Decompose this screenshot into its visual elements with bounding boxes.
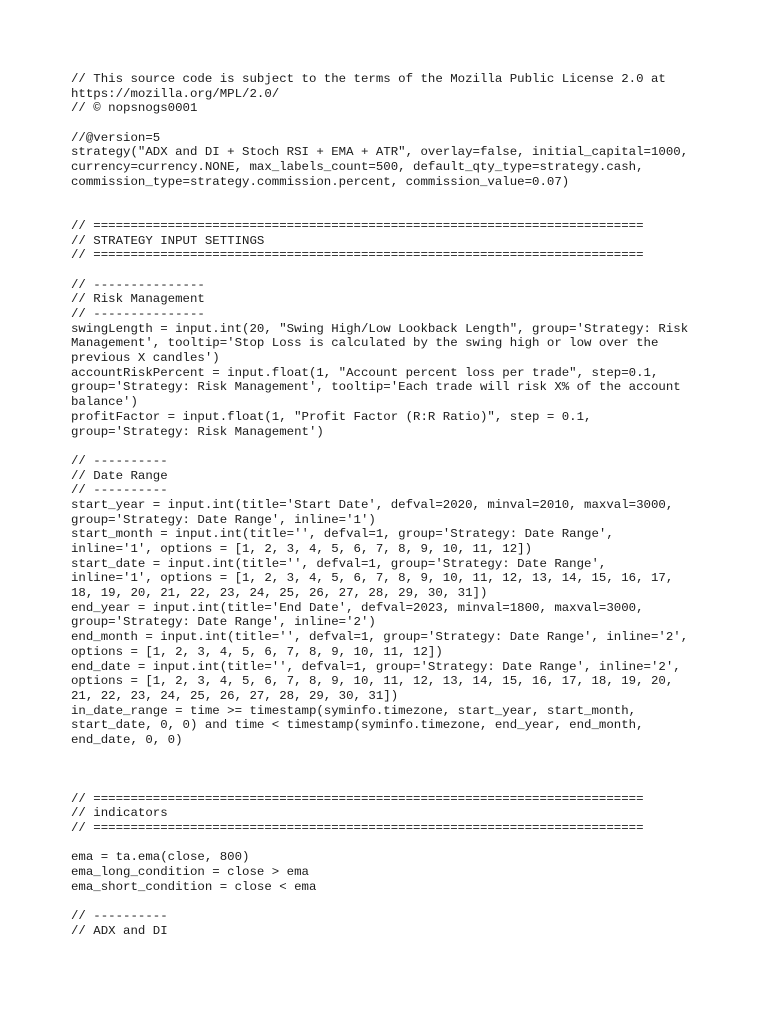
code-line: inline='1', options = [1, 2, 3, 4, 5, 6, 7, 8, 9, 10, 11, 12]) [71, 542, 533, 556]
code-line [71, 762, 751, 777]
code-line: group='Strategy: Date Range', inline='2') [71, 615, 376, 630]
code-line: 18, 19, 20, 21, 22, 23, 24, 25, 26, 27, 28, 29, 30, 31]) [71, 586, 488, 601]
code-line: strategy("ADX and DI + Stoch RSI + EMA + ATR", overlay=false, initial_capital=1000, [71, 145, 689, 160]
code-line: start_date, 0, 0) and time < timestamp(syminfo.timezone, end_year, end_month, [71, 718, 644, 733]
code-line: currency=currency.NONE, max_labels_count=500, default_qty_type=strategy.cash, [71, 160, 644, 175]
code-line: // Date Range [71, 468, 168, 483]
code-line [71, 204, 751, 219]
source-code-block [71, 72, 751, 939]
code-line: // --------------- [71, 307, 205, 321]
code-line: // ---------- [71, 453, 168, 468]
code-line: 21, 22, 23, 24, 25, 26, 27, 28, 29, 30, 31]) [71, 688, 399, 703]
code-line: Management', tooltip='Stop Loss is calculated by the swing high or low over the [71, 336, 659, 351]
code-line: // ========================================================================== [71, 791, 644, 806]
code-line: start_month = input.int(title='', defval=1, group='Strategy: Date Range', [71, 527, 614, 542]
code-line [71, 836, 751, 851]
code-line: inline='1', options = [1, 2, 3, 4, 5, 6, 7, 8, 9, 10, 11, 12, 13, 14, 15, 16, 17, [71, 571, 674, 586]
code-line: //@version=5 [71, 130, 161, 145]
code-line: options = [1, 2, 3, 4, 5, 6, 7, 8, 9, 10, 11, 12, 13, 14, 15, 16, 17, 18, 19, 20, [71, 674, 674, 689]
code-line: balance') [71, 395, 138, 410]
code-line: group='Strategy: Risk Management', tooltip='Each trade will risk X% of the account [71, 380, 681, 395]
code-line [71, 895, 751, 910]
code-line: swingLength = input.int(20, "Swing High/Low Lookback Length", group='Strategy: Risk [71, 321, 689, 336]
code-line [71, 748, 751, 763]
code-line: // This source code is subject to the terms of the Mozilla Public License 2.0 at [71, 72, 666, 86]
code-line [71, 263, 751, 278]
code-line: in_date_range = time >= timestamp(syminfo.timezone, start_year, start_month, [71, 703, 637, 718]
code-line [71, 190, 751, 205]
code-line [71, 439, 751, 454]
code-line: // ========================================================================== [71, 821, 644, 836]
code-line: // indicators [71, 806, 168, 821]
code-line: accountRiskPercent = input.float(1, "Account percent loss per trade", step=0.1, [71, 365, 659, 380]
code-line: end_date, 0, 0) [71, 732, 183, 747]
code-line: // © nopsnogs0001 [71, 101, 198, 116]
code-line: // Risk Management [71, 292, 205, 307]
code-line: ema = ta.ema(close, 800) [71, 850, 250, 865]
code-line: // ========================================================================== [71, 218, 644, 233]
code-line: options = [1, 2, 3, 4, 5, 6, 7, 8, 9, 10, 11, 12]) [71, 644, 443, 659]
code-line: // --------------- [71, 277, 205, 292]
code-line: // ---------- [71, 909, 168, 924]
code-line [71, 116, 751, 131]
code-line: https://mozilla.org/MPL/2.0/ [71, 86, 280, 101]
code-line: start_year = input.int(title='Start Date', defval=2020, minval=2010, maxval=3000, [71, 497, 674, 512]
code-line: commission_type=strategy.commission.percent, commission_value=0.07) [71, 174, 570, 189]
code-line: start_date = input.int(title='', defval=1, group='Strategy: Date Range', [71, 556, 607, 571]
code-line: // ADX and DI [71, 923, 168, 938]
code-line: group='Strategy: Risk Management') [71, 424, 324, 439]
code-line: // STRATEGY INPUT SETTINGS [71, 233, 265, 248]
code-line: end_month = input.int(title='', defval=1, group='Strategy: Date Range', inline='2', [71, 630, 689, 645]
code-line: // ---------- [71, 483, 168, 498]
code-line [71, 777, 751, 792]
code-line: end_year = input.int(title='End Date', defval=2023, minval=1800, maxval=3000, [71, 600, 644, 615]
code-line: // ========================================================================== [71, 248, 644, 263]
code-line: previous X candles') [71, 351, 220, 366]
code-line: group='Strategy: Date Range', inline='1') [71, 512, 376, 527]
code-line: end_date = input.int(title='', defval=1, group='Strategy: Date Range', inline='2', [71, 659, 681, 674]
code-line: profitFactor = input.float(1, "Profit Factor (R:R Ratio)", step = 0.1, [71, 409, 592, 424]
code-line: ema_short_condition = close < ema [71, 879, 317, 894]
code-line: ema_long_condition = close > ema [71, 865, 309, 880]
